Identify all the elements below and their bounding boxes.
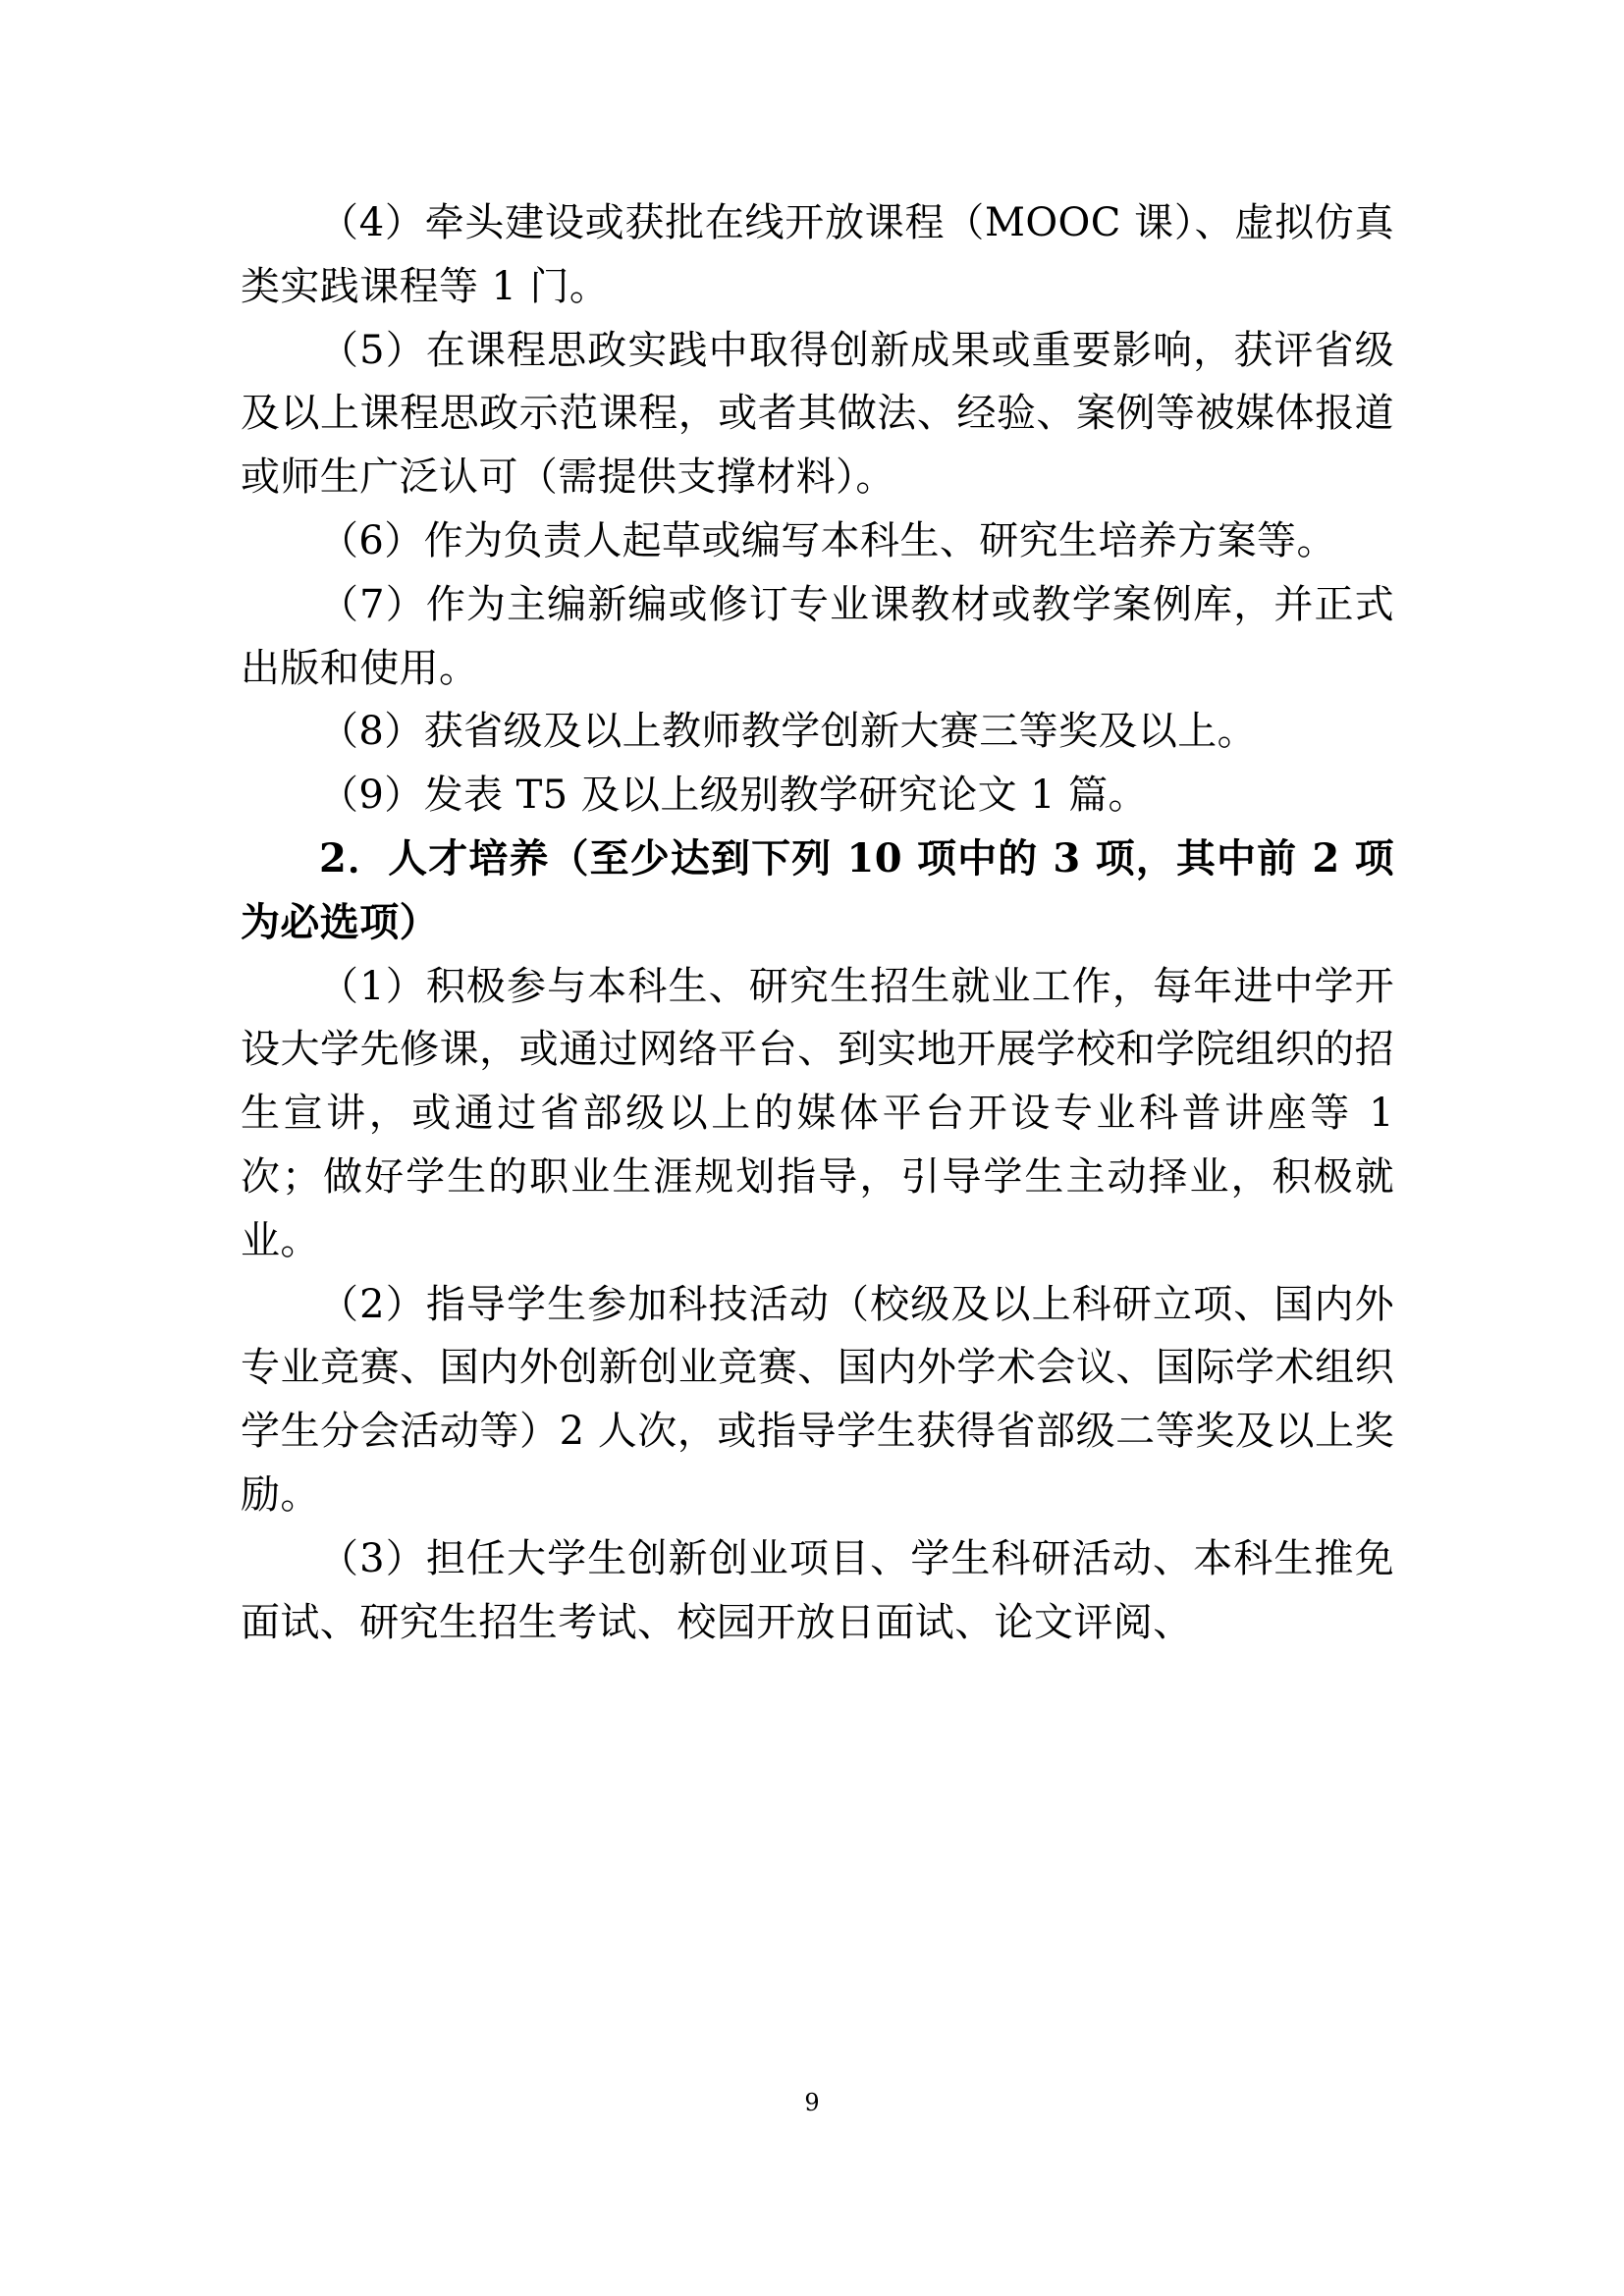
paragraph-item-2-3: （3）担任大学生创新创业项目、学生科研活动、本科生推免面试、研究生招生考试、校园开放日面试、论文评阅、 [241, 1535, 1394, 1645]
paragraph-item-1-7: （7）作为主编新编或修订专业课教材或教学案例库，并正式出版和使用。 [241, 581, 1394, 691]
paragraph-item-2-1: （1）积极参与本科生、研究生招生就业工作，每年进中学开设大学先修课，或通过网络平台、到实地开展学校和学院组织的招生宣讲，或通过省部级以上的媒体平台开设专业科普讲座等 1 次；做好学生的职业生涯规划指导，引导学生主动择业，积极就业。 [241, 963, 1394, 1263]
heading-talent-cultivation: 2．人才培养（至少达到下列 10 项中的 3 项，其中前 2 项为必选项） [241, 834, 1394, 945]
page-number: 9 [804, 2089, 820, 2116]
paragraph-item-1-6: （6）作为负责人起草或编写本科生、研究生培养方案等。 [319, 517, 1336, 563]
paragraph-item-1-9: （9）发表 T5 及以上级别教学研究论文 1 篇。 [319, 773, 1148, 819]
paragraph-item-2-2: （2）指导学生参加科技活动（校级及以上科研立项、国内外专业竞赛、国内外创新创业竞赛、国内外学术会议、国际学术组织学生分会活动等）2 人次，或指导学生获得省部级二等奖及以上奖励。 [241, 1281, 1394, 1518]
paragraph-item-1-4: （4）牵头建设或获批在线开放课程（MOOC 课）、虚拟仿真类实践课程等 1 门。 [241, 200, 1394, 309]
paragraph-item-1-5: （5）在课程思政实践中取得创新成果或重要影响，获评省级及以上课程思政示范课程，或者其做法、经验、案例等被媒体报道或师生广泛认可（需提供支撑材料）。 [241, 327, 1394, 501]
document-body [241, 191, 1394, 1654]
paragraph-item-1-8: （8）获省级及以上教师教学创新大赛三等奖及以上。 [319, 709, 1258, 755]
